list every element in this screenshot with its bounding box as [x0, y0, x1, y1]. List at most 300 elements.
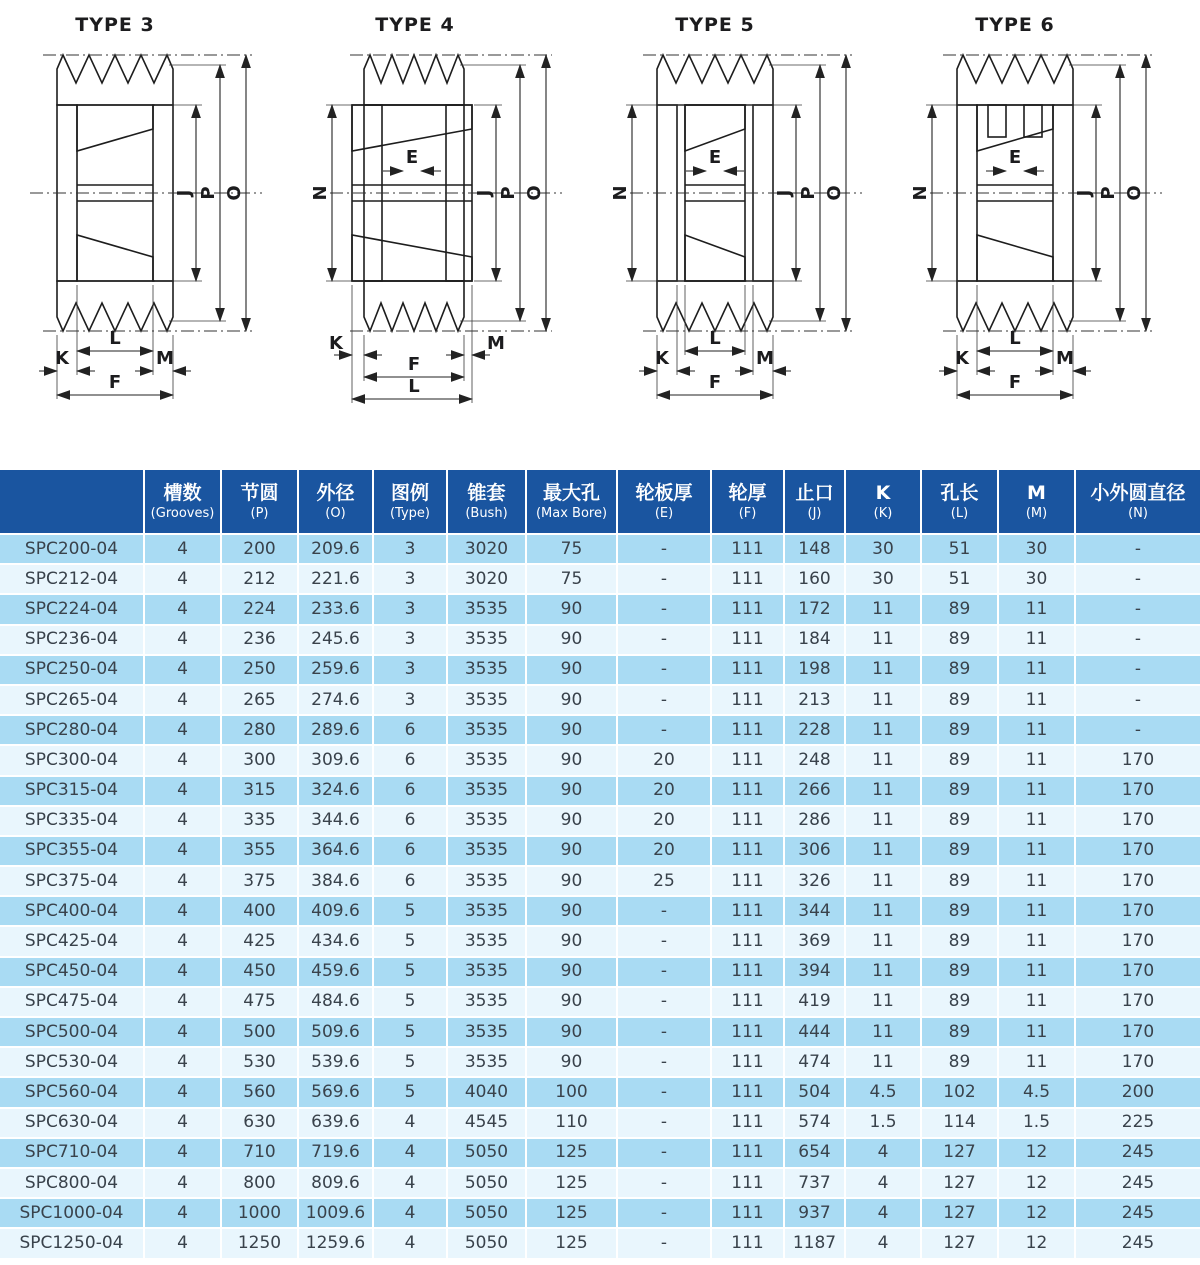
- table-cell: 170: [1075, 896, 1200, 926]
- table-cell: 89: [921, 957, 998, 987]
- table-cell: 4: [144, 896, 221, 926]
- svg-text:M: M: [156, 348, 174, 369]
- table-header: [0, 470, 1200, 534]
- table-cell: 89: [921, 806, 998, 836]
- table-cell: 630: [221, 1108, 298, 1138]
- table-cell: 4: [144, 926, 221, 956]
- table-cell: 434.6: [298, 926, 373, 956]
- table-cell: 75: [526, 534, 617, 564]
- table-cell: 111: [711, 715, 784, 745]
- table-cell: 4: [373, 1198, 447, 1228]
- table-cell: SPC315-04: [0, 776, 144, 806]
- table-cell: 4: [144, 1047, 221, 1077]
- table-cell: 225: [1075, 1108, 1200, 1138]
- table-cell: 375: [221, 866, 298, 896]
- table-cell: 306: [784, 836, 845, 866]
- table-cell: 148: [784, 534, 845, 564]
- table-cell: 111: [711, 745, 784, 775]
- table-cell: 4: [845, 1198, 921, 1228]
- drawing-type-4: [300, 0, 600, 470]
- table-cell: 170: [1075, 1047, 1200, 1077]
- pulley-cross-section-type-3-diagram: [0, 40, 300, 408]
- table-cell: SPC224-04: [0, 594, 144, 624]
- table-cell: 11: [845, 625, 921, 655]
- table-cell: 100: [526, 1077, 617, 1107]
- table-row: [0, 594, 1200, 624]
- table-cell: 11: [845, 836, 921, 866]
- pulley-cross-section-type-4-diagram: [300, 40, 600, 408]
- table-cell: 12: [998, 1138, 1075, 1168]
- svg-text:J: J: [474, 189, 495, 197]
- table-cell: SPC800-04: [0, 1168, 144, 1198]
- table-cell: 20: [617, 776, 711, 806]
- table-cell: 11: [845, 1017, 921, 1047]
- table-cell: 90: [526, 987, 617, 1017]
- table-row: [0, 957, 1200, 987]
- table-cell: 3: [373, 625, 447, 655]
- svg-text:L: L: [1009, 328, 1021, 349]
- table-cell: 324.6: [298, 776, 373, 806]
- table-cell: 111: [711, 1077, 784, 1107]
- table-cell: 20: [617, 745, 711, 775]
- table-cell: 3535: [447, 1047, 526, 1077]
- table-cell: 221.6: [298, 564, 373, 594]
- svg-text:O: O: [224, 185, 245, 201]
- table-cell: 274.6: [298, 685, 373, 715]
- table-cell: 569.6: [298, 1077, 373, 1107]
- table-cell: 504: [784, 1077, 845, 1107]
- table-cell: 710: [221, 1138, 298, 1168]
- table-cell: 111: [711, 926, 784, 956]
- svg-text:N: N: [910, 185, 931, 201]
- table-cell: 102: [921, 1077, 998, 1107]
- table-cell: SPC300-04: [0, 745, 144, 775]
- table-cell: 11: [998, 625, 1075, 655]
- table-cell: 3535: [447, 685, 526, 715]
- table-cell: SPC710-04: [0, 1138, 144, 1168]
- table-cell: 11: [998, 836, 1075, 866]
- table-cell: 5: [373, 926, 447, 956]
- table-cell: 1187: [784, 1228, 845, 1258]
- table-cell: 3: [373, 564, 447, 594]
- table-cell: -: [617, 594, 711, 624]
- table-cell: 11: [845, 987, 921, 1017]
- table-cell: 11: [998, 655, 1075, 685]
- table-cell: 89: [921, 1047, 998, 1077]
- table-cell: 111: [711, 594, 784, 624]
- svg-text:K: K: [655, 348, 669, 369]
- svg-text:E: E: [708, 147, 722, 168]
- table-cell: 4: [144, 1017, 221, 1047]
- table-cell: -: [617, 1047, 711, 1077]
- table-cell: SPC335-04: [0, 806, 144, 836]
- table-cell: SPC355-04: [0, 836, 144, 866]
- table-cell: 125: [526, 1138, 617, 1168]
- table-row: [0, 564, 1200, 594]
- table-cell: 737: [784, 1168, 845, 1198]
- column-header-1: 槽数 (Grooves): [144, 470, 221, 534]
- column-header-5: 锥套 (Bush): [447, 470, 526, 534]
- table-cell: 11: [998, 715, 1075, 745]
- column-header-11: 孔长 (L): [921, 470, 998, 534]
- table-cell: 90: [526, 1047, 617, 1077]
- table-cell: 4: [845, 1228, 921, 1258]
- table-cell: 474: [784, 1047, 845, 1077]
- table-cell: 200: [221, 534, 298, 564]
- table-row: [0, 625, 1200, 655]
- column-header-10: K (K): [845, 470, 921, 534]
- table-cell: 3535: [447, 866, 526, 896]
- table-cell: 90: [526, 745, 617, 775]
- table-cell: 5: [373, 1047, 447, 1077]
- table-cell: 1250: [221, 1228, 298, 1258]
- table-cell: 12: [998, 1198, 1075, 1228]
- table-cell: 224: [221, 594, 298, 624]
- table-cell: 4: [144, 866, 221, 896]
- table-cell: 127: [921, 1228, 998, 1258]
- column-header-8: 轮厚 (F): [711, 470, 784, 534]
- table-cell: SPC475-04: [0, 987, 144, 1017]
- table-cell: 394: [784, 957, 845, 987]
- table-cell: 509.6: [298, 1017, 373, 1047]
- table-cell: 4: [144, 1228, 221, 1258]
- table-cell: 3535: [447, 957, 526, 987]
- table-cell: -: [617, 685, 711, 715]
- table-cell: 3535: [447, 926, 526, 956]
- table-cell: 51: [921, 534, 998, 564]
- table-cell: 25: [617, 866, 711, 896]
- table-cell: 3: [373, 685, 447, 715]
- table-cell: 3020: [447, 564, 526, 594]
- table-cell: -: [1075, 625, 1200, 655]
- table-cell: -: [617, 655, 711, 685]
- table-cell: 51: [921, 564, 998, 594]
- table-cell: 719.6: [298, 1138, 373, 1168]
- table-cell: 245.6: [298, 625, 373, 655]
- column-header-6: 最大孔 (Max Bore): [526, 470, 617, 534]
- table-row: [0, 866, 1200, 896]
- table-cell: 111: [711, 1017, 784, 1047]
- table-cell: 400: [221, 896, 298, 926]
- table-cell: 110: [526, 1108, 617, 1138]
- table-cell: 280: [221, 715, 298, 745]
- table-cell: 90: [526, 926, 617, 956]
- table-cell: 11: [845, 655, 921, 685]
- table-cell: 170: [1075, 806, 1200, 836]
- table-cell: 3535: [447, 655, 526, 685]
- table-cell: -: [1075, 655, 1200, 685]
- table-cell: SPC530-04: [0, 1047, 144, 1077]
- table-row: [0, 1108, 1200, 1138]
- table-cell: 3535: [447, 594, 526, 624]
- table-cell: 4: [144, 1138, 221, 1168]
- table-cell: 4: [373, 1108, 447, 1138]
- table-cell: 315: [221, 776, 298, 806]
- table-cell: 11: [998, 594, 1075, 624]
- table-cell: 459.6: [298, 957, 373, 987]
- table-cell: -: [1075, 534, 1200, 564]
- table-cell: 111: [711, 896, 784, 926]
- table-cell: 172: [784, 594, 845, 624]
- table-cell: 125: [526, 1198, 617, 1228]
- table-cell: 3535: [447, 806, 526, 836]
- table-cell: 4: [144, 594, 221, 624]
- table-row: [0, 1017, 1200, 1047]
- table-cell: -: [617, 957, 711, 987]
- table-cell: 6: [373, 776, 447, 806]
- table-cell: 11: [845, 776, 921, 806]
- table-cell: 12: [998, 1228, 1075, 1258]
- table-cell: 425: [221, 926, 298, 956]
- table-cell: 125: [526, 1228, 617, 1258]
- table-cell: 5: [373, 987, 447, 1017]
- table-cell: 245: [1075, 1168, 1200, 1198]
- svg-text:K: K: [955, 348, 969, 369]
- table-cell: 89: [921, 836, 998, 866]
- table-cell: 369: [784, 926, 845, 956]
- table-cell: 5050: [447, 1168, 526, 1198]
- table-cell: 4: [144, 625, 221, 655]
- table-cell: 11: [998, 987, 1075, 1017]
- table-cell: 11: [998, 926, 1075, 956]
- column-header-12: M (M): [998, 470, 1075, 534]
- table-cell: SPC375-04: [0, 866, 144, 896]
- table-cell: -: [617, 896, 711, 926]
- table-cell: 236: [221, 625, 298, 655]
- table-cell: 245: [1075, 1228, 1200, 1258]
- table-row: [0, 987, 1200, 1017]
- table-cell: 11: [845, 594, 921, 624]
- table-row: [0, 745, 1200, 775]
- table-cell: 111: [711, 806, 784, 836]
- table-cell: -: [617, 1077, 711, 1107]
- svg-text:P: P: [798, 186, 819, 200]
- svg-text:M: M: [487, 333, 505, 354]
- table-cell: 4: [845, 1138, 921, 1168]
- table-cell: 111: [711, 1228, 784, 1258]
- table-cell: 419: [784, 987, 845, 1017]
- svg-text:E: E: [405, 147, 419, 168]
- table-cell: 89: [921, 715, 998, 745]
- table-cell: 89: [921, 594, 998, 624]
- table-row: [0, 836, 1200, 866]
- table-cell: 170: [1075, 987, 1200, 1017]
- table-cell: 530: [221, 1047, 298, 1077]
- table-cell: 89: [921, 866, 998, 896]
- table-cell: 11: [998, 685, 1075, 715]
- table-cell: -: [617, 715, 711, 745]
- table-cell: 111: [711, 836, 784, 866]
- table-row: [0, 926, 1200, 956]
- table-cell: 213: [784, 685, 845, 715]
- drawing-type-3: [0, 0, 300, 470]
- table-cell: 800: [221, 1168, 298, 1198]
- table-cell: 90: [526, 625, 617, 655]
- table-cell: 12: [998, 1168, 1075, 1198]
- svg-text:J: J: [1074, 189, 1095, 197]
- table-cell: 111: [711, 625, 784, 655]
- table-cell: 409.6: [298, 896, 373, 926]
- table-cell: 326: [784, 866, 845, 896]
- table-cell: 248: [784, 745, 845, 775]
- table-cell: 1000: [221, 1198, 298, 1228]
- table-body: [0, 534, 1200, 1259]
- table-cell: 160: [784, 564, 845, 594]
- table-cell: 111: [711, 1047, 784, 1077]
- table-cell: 6: [373, 745, 447, 775]
- table-cell: 4: [144, 836, 221, 866]
- svg-text:N: N: [310, 185, 331, 201]
- spc-pulley-spec-table: [0, 470, 1200, 1260]
- table-cell: 4: [144, 1108, 221, 1138]
- table-cell: SPC1000-04: [0, 1198, 144, 1228]
- table-cell: 170: [1075, 745, 1200, 775]
- table-cell: 5: [373, 957, 447, 987]
- table-cell: 355: [221, 836, 298, 866]
- table-cell: 11: [845, 685, 921, 715]
- table-cell: 4: [373, 1138, 447, 1168]
- table-cell: 4: [144, 1168, 221, 1198]
- table-cell: -: [1075, 594, 1200, 624]
- table-cell: 90: [526, 866, 617, 896]
- table-cell: 937: [784, 1198, 845, 1228]
- table-cell: 5: [373, 1017, 447, 1047]
- table-cell: 4: [845, 1168, 921, 1198]
- table-row: [0, 655, 1200, 685]
- table-cell: 4: [144, 715, 221, 745]
- table-cell: -: [617, 1017, 711, 1047]
- table-cell: 89: [921, 655, 998, 685]
- table-cell: 4040: [447, 1077, 526, 1107]
- table-cell: -: [617, 625, 711, 655]
- table-row: [0, 1138, 1200, 1168]
- table-cell: 170: [1075, 866, 1200, 896]
- table-cell: 1.5: [998, 1108, 1075, 1138]
- svg-text:F: F: [708, 372, 722, 393]
- table-cell: 30: [845, 564, 921, 594]
- table-cell: 4: [144, 685, 221, 715]
- drawing-title: TYPE 5: [675, 14, 755, 36]
- table-cell: 127: [921, 1138, 998, 1168]
- table-cell: 111: [711, 1198, 784, 1228]
- table-cell: 111: [711, 776, 784, 806]
- table-row: [0, 715, 1200, 745]
- table-cell: -: [1075, 564, 1200, 594]
- table-cell: 111: [711, 957, 784, 987]
- table-cell: 90: [526, 896, 617, 926]
- svg-text:P: P: [1098, 186, 1119, 200]
- table-cell: 89: [921, 776, 998, 806]
- table-cell: 11: [998, 1047, 1075, 1077]
- table-cell: 11: [845, 957, 921, 987]
- table-cell: 3535: [447, 836, 526, 866]
- svg-text:J: J: [774, 189, 795, 197]
- table-cell: 3: [373, 534, 447, 564]
- table-cell: 4: [144, 655, 221, 685]
- table-row: [0, 1077, 1200, 1107]
- table-cell: 11: [998, 1017, 1075, 1047]
- table-cell: 170: [1075, 776, 1200, 806]
- table-cell: 289.6: [298, 715, 373, 745]
- table-row: [0, 1228, 1200, 1258]
- table-cell: -: [617, 926, 711, 956]
- table-cell: 11: [845, 806, 921, 836]
- table-cell: 364.6: [298, 836, 373, 866]
- table-cell: 212: [221, 564, 298, 594]
- table-cell: 3535: [447, 896, 526, 926]
- svg-text:J: J: [174, 189, 195, 197]
- table-cell: 384.6: [298, 866, 373, 896]
- svg-text:O: O: [1124, 185, 1145, 201]
- drawing-title: TYPE 4: [375, 14, 455, 36]
- table-cell: 4545: [447, 1108, 526, 1138]
- table-cell: 266: [784, 776, 845, 806]
- table-cell: SPC250-04: [0, 655, 144, 685]
- table-cell: 4.5: [845, 1077, 921, 1107]
- svg-text:E: E: [1008, 147, 1022, 168]
- table-cell: 111: [711, 534, 784, 564]
- table-cell: 127: [921, 1168, 998, 1198]
- table-cell: 574: [784, 1108, 845, 1138]
- table-cell: 3535: [447, 745, 526, 775]
- table-cell: 170: [1075, 1017, 1200, 1047]
- table-cell: 475: [221, 987, 298, 1017]
- drawing-type-5: [600, 0, 900, 470]
- table-cell: 444: [784, 1017, 845, 1047]
- table-cell: 654: [784, 1138, 845, 1168]
- table-cell: 90: [526, 655, 617, 685]
- table-cell: 5050: [447, 1138, 526, 1168]
- table-cell: 11: [998, 745, 1075, 775]
- table-cell: 90: [526, 836, 617, 866]
- table-cell: 4: [144, 564, 221, 594]
- drawing-title: TYPE 6: [975, 14, 1055, 36]
- table-cell: -: [617, 1228, 711, 1258]
- table-cell: 111: [711, 1108, 784, 1138]
- table-cell: 114: [921, 1108, 998, 1138]
- column-header-0: [0, 470, 144, 534]
- table-cell: SPC425-04: [0, 926, 144, 956]
- column-header-2: 节圆 (P): [221, 470, 298, 534]
- table-cell: 30: [845, 534, 921, 564]
- table-cell: 4: [144, 1077, 221, 1107]
- table-cell: -: [617, 987, 711, 1017]
- table-cell: 4.5: [998, 1077, 1075, 1107]
- table-cell: 3535: [447, 715, 526, 745]
- table-cell: 30: [998, 564, 1075, 594]
- table-cell: 4: [144, 987, 221, 1017]
- table-cell: 184: [784, 625, 845, 655]
- table-cell: 250: [221, 655, 298, 685]
- table-cell: SPC450-04: [0, 957, 144, 987]
- svg-text:F: F: [407, 354, 421, 375]
- table-cell: 90: [526, 776, 617, 806]
- table-cell: -: [617, 1198, 711, 1228]
- table-cell: SPC212-04: [0, 564, 144, 594]
- table-cell: 125: [526, 1168, 617, 1198]
- table-cell: 3: [373, 655, 447, 685]
- table-cell: 111: [711, 987, 784, 1017]
- table-cell: 127: [921, 1198, 998, 1228]
- table-cell: 90: [526, 957, 617, 987]
- table-cell: 11: [998, 806, 1075, 836]
- table-cell: 500: [221, 1017, 298, 1047]
- table-cell: 20: [617, 836, 711, 866]
- table-cell: 309.6: [298, 745, 373, 775]
- table-cell: 111: [711, 1168, 784, 1198]
- table-cell: 11: [845, 745, 921, 775]
- table-cell: 90: [526, 806, 617, 836]
